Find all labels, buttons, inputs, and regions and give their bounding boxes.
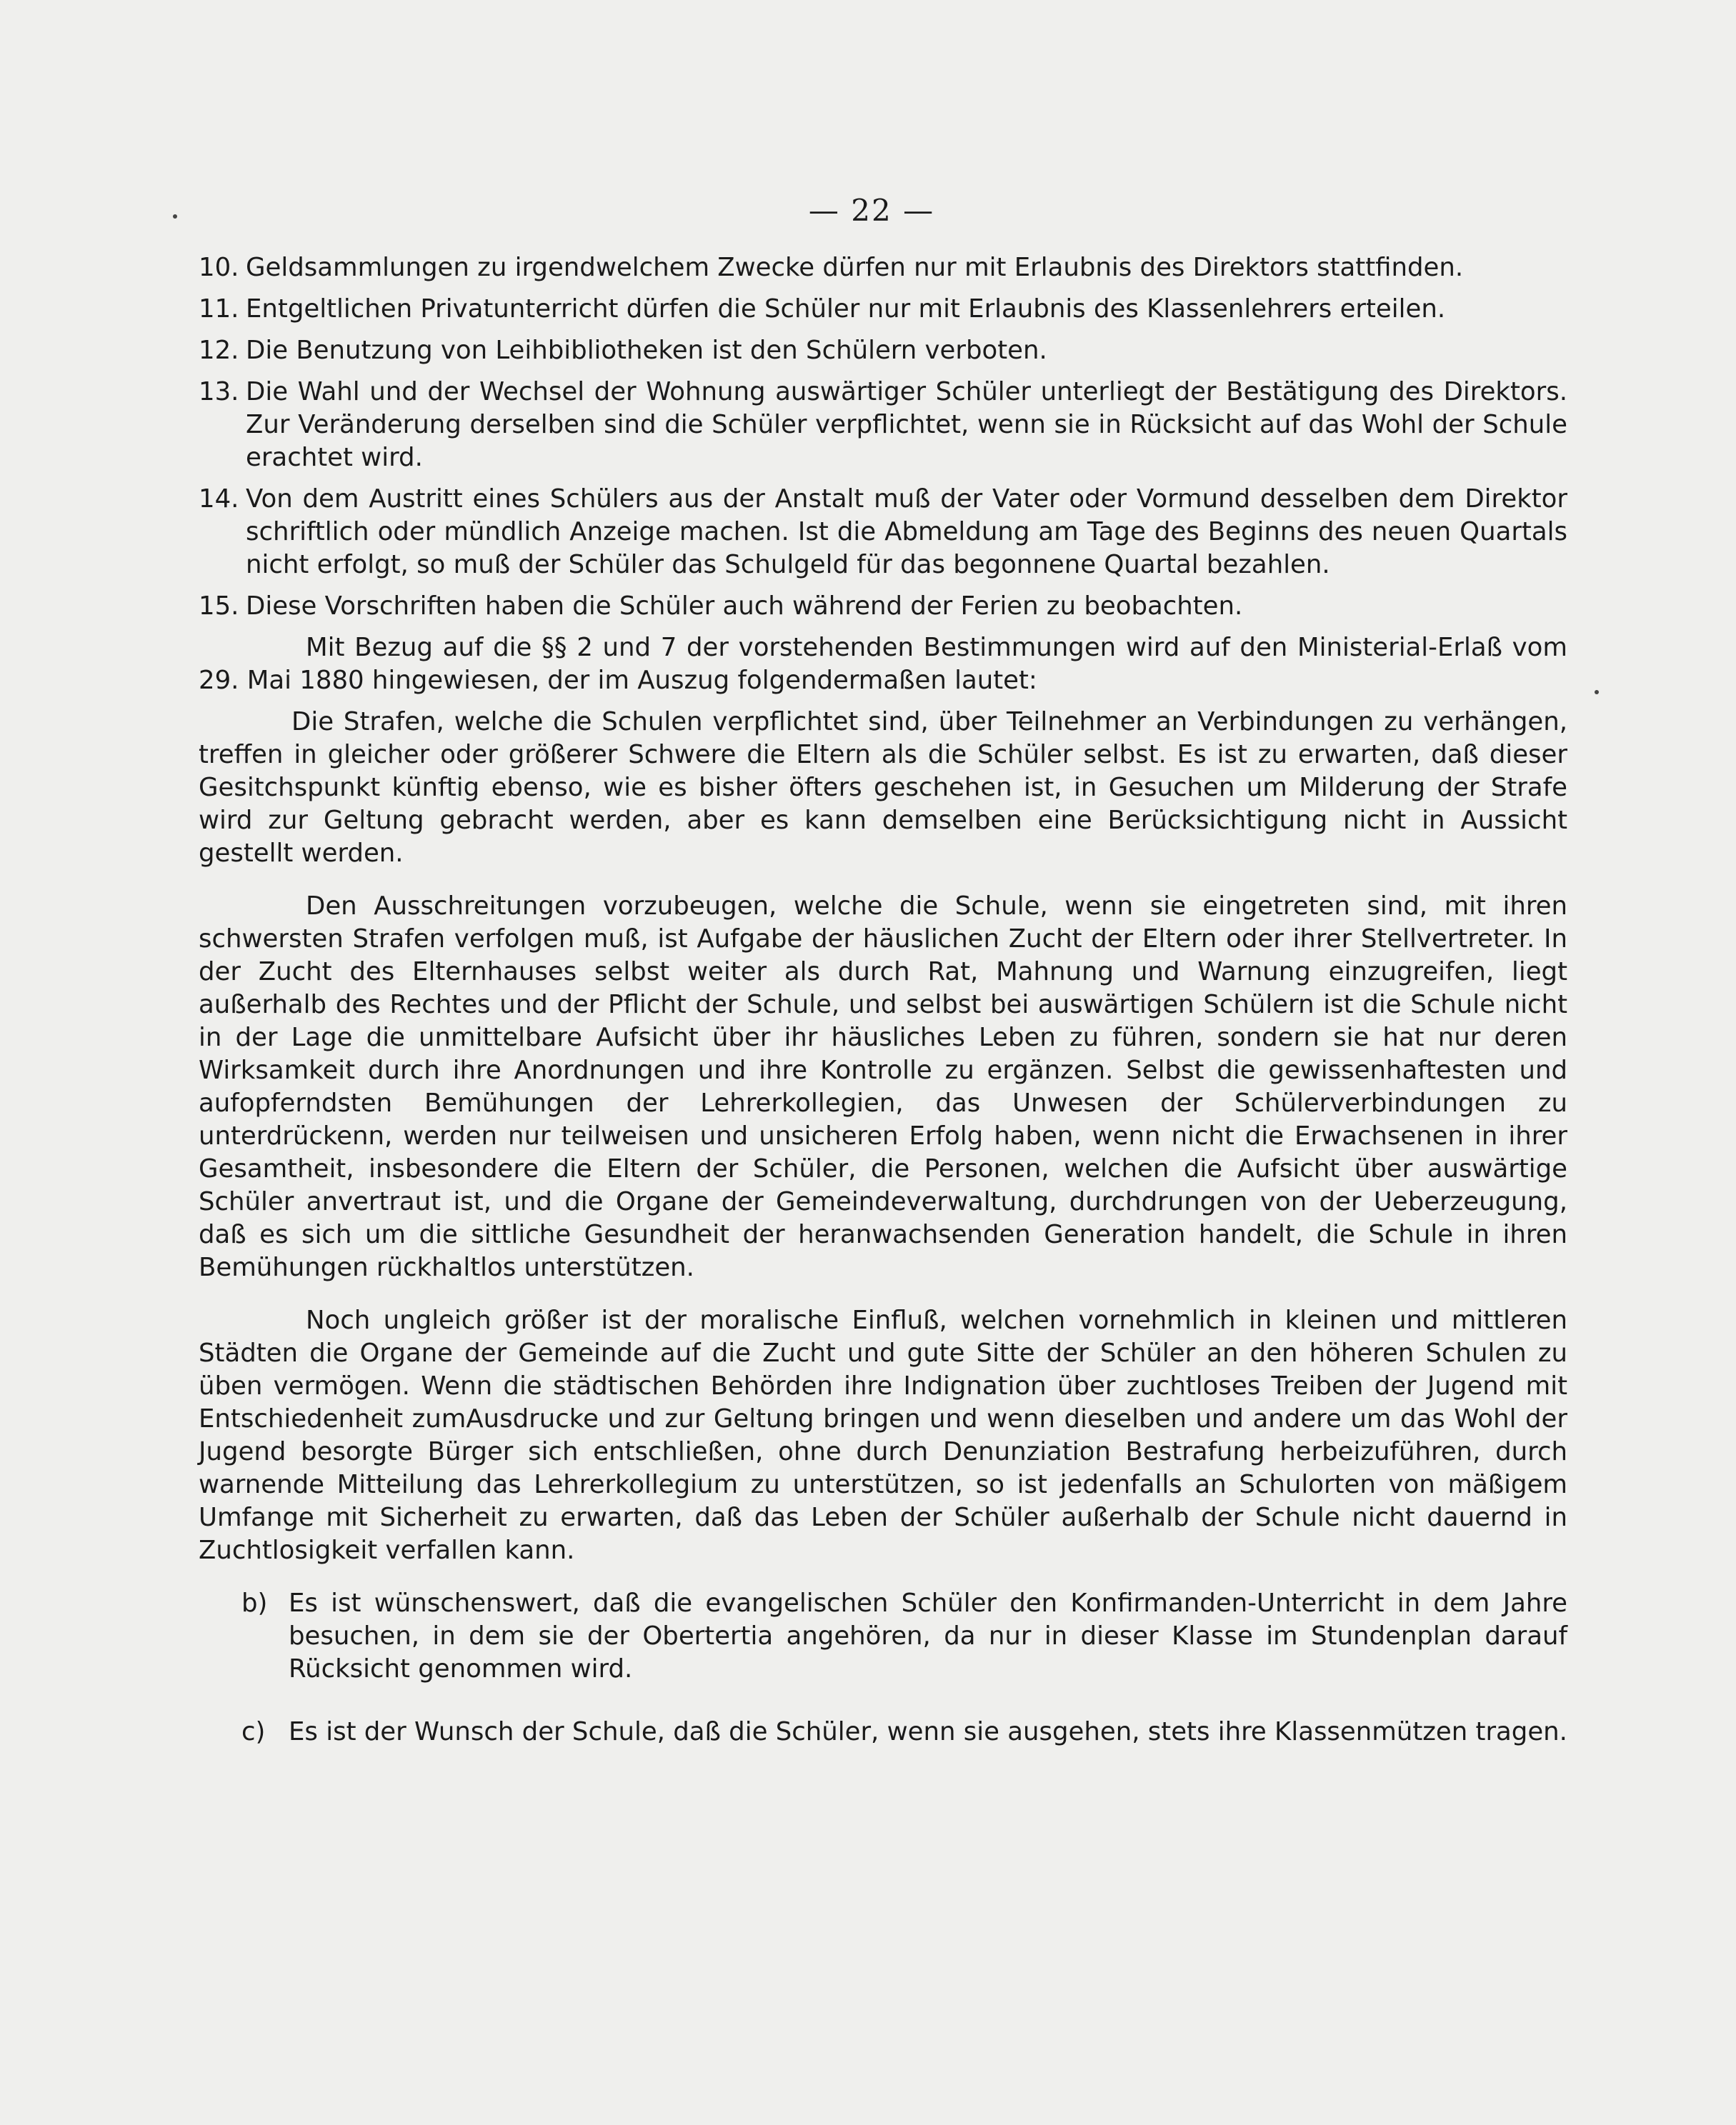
rule-item xyxy=(199,334,1567,367)
rule-text: Die Benutzung von Leihbibliotheken ist den Schülern verboten. xyxy=(246,336,1047,365)
note-letter: c) xyxy=(241,1717,266,1746)
note-item xyxy=(241,1587,1567,1686)
body-paragraph-1: Den Ausschreitungen vorzubeugen, welche die Schule, wenn sie eingetreten sind, mit ihren schwersten Strafen verfolgen muß, ist Aufgabe der häuslichen Zucht der Eltern oder ihrer Stellvertreter. In der Zucht des Elternhauses selbst weiter als durch Rat, Mahnung und Warnung einzugreifen, liegt außerhalb des Rechtes und der Pflicht der Schule, und selbst bei auswärtigen Schülern ist die Schule nicht in der Lage die unmittelbare Aufsicht über ihr häusliches Leben zu führen, sondern sie hat nur deren Wirksamkeit durch ihre Anordnungen und ihre Kontrolle zu ergänzen. Selbst die gewissenhaftesten und aufopferndsten Bemühungen der Lehrerkollegien, das Unwesen der Schülerverbindungen zu unterdrückenn, werden nur teilweisen und unsicheren Erfolg haben, wenn nicht die Erwachsenen in ihrer Gesamtheit, insbesondere die Eltern der Schüler, die Personen, welchen die Aufsicht über auswärtige Schüler anvertraut ist, und die Organe der Gemeindeverwaltung, durchdrungen von der Ueberzeugung, daß es sich um die sittliche Gesundheit der heranwachsenden Generation handelt, die Schule in ihren Bemühungen rückhaltlos unterstützen. xyxy=(199,891,1567,1282)
note-text: Es ist der Wunsch der Schule, daß die Schüler, wenn sie ausgehen, stets ihre Klassenmützen tragen. xyxy=(289,1717,1567,1746)
body-paragraph-2: Noch ungleich größer ist der moralische Einfluß, welchen vornehmlich in kleinen und mittleren Städten die Organe der Gemeinde auf die Zucht und gute Sitte der Schüler an den höheren Schulen zu üben vermögen. Wenn die städtischen Behörden ihre Indignation über zuchtloses Treiben der Jugend mit Entschiedenheit zumAusdrucke und zur Geltung bringen und wenn dieselben und andere um das Wohl der Jugend besorgte Bürger sich entschließen, ohne durch Denunziation Bestrafung herbeizuführen, durch warnende Mitteilung das Lehrerkollegium zu unterstützen, so ist jedenfalls an Schulorten von mäßigem Umfange mit Sicherheit zu erwarten, daß das Leben der Schüler außerhalb der Schule nicht dauernd in Zuchtlosigkeit verfallen kann. xyxy=(199,1306,1567,1565)
rule-text: Geldsammlungen zu irgendwelchem Zwecke dürfen nur mit Erlaubnis des Direktors stattfinden. xyxy=(246,253,1464,282)
rule-item xyxy=(199,483,1567,581)
rule-number: 10. xyxy=(199,253,239,282)
note-text: Es ist wünschenswert, daß die evangelischen Schüler den Konfirmanden-Unterricht in dem Jahre besuchen, in dem sie der Obertertia angehören, da nur in dieser Klasse im Stundenplan darauf Rücksicht genommen wird. xyxy=(289,1589,1567,1684)
note-item xyxy=(241,1716,1567,1749)
scan-speck xyxy=(173,214,177,219)
intro-paragraph: Mit Bezug auf die §§ 2 und 7 der vorstehenden Bestimmungen wird auf den Ministerial-Erlaß vom 29. Mai 1880 hingewiesen, der im Auszug folgendermaßen lautet: xyxy=(199,633,1567,695)
note-letter: b) xyxy=(241,1589,268,1618)
rule-number: 15. xyxy=(199,591,239,621)
rule-text: Die Wahl und der Wechsel der Wohnung auswärtiger Schüler unterliegt der Bestätigung des Direktors. Zur Veränderung derselben sind die Schüler verpflichtet, wenn sie in Rücksicht auf das Wohl der Schule erachtet wird. xyxy=(246,377,1567,472)
rule-text: Von dem Austritt eines Schülers aus der Anstalt muß der Vater oder Vormund desselben dem Direktor schriftlich oder mündlich Anzeige machen. Ist die Abmeldung am Tage des Beginns des neuen Quartals nicht erfolgt, so muß der Schüler das Schulgeld für das begonnene Quartal bezahlen. xyxy=(246,484,1567,579)
rule-text: Entgeltlichen Privatunterricht dürfen die Schüler nur mit Erlaubnis des Klassenlehrers erteilen. xyxy=(246,294,1446,324)
decree-quote: Die Strafen, welche die Schulen verpflichtet sind, über Teilnehmer an Verbindungen zu verhängen, treffen in gleicher oder größerer Schwere die Eltern als die Schüler selbst. Es ist zu erwarten, daß dieser Gesitchspunkt künftig ebenso, wie es bisher öfters geschehen ist, in Gesuchen um Milderung der Strafe wird zur Geltung gebracht werden, aber es kann demselben eine Berücksichtigung nicht in Aussicht gestellt werden. xyxy=(199,707,1567,868)
page-content xyxy=(199,251,1567,1779)
page-number: — 22 — xyxy=(808,193,935,228)
rule-item xyxy=(199,376,1567,474)
rule-item xyxy=(199,590,1567,623)
rule-number: 12. xyxy=(199,336,239,365)
rule-number: 13. xyxy=(199,377,239,406)
rule-item xyxy=(199,293,1567,326)
rule-text: Diese Vorschriften haben die Schüler auch während der Ferien zu beobachten. xyxy=(246,591,1243,621)
rule-number: 11. xyxy=(199,294,239,324)
rule-number: 14. xyxy=(199,484,239,514)
rule-item xyxy=(199,251,1567,284)
scan-speck xyxy=(1595,690,1599,694)
rules-list xyxy=(199,251,1567,623)
